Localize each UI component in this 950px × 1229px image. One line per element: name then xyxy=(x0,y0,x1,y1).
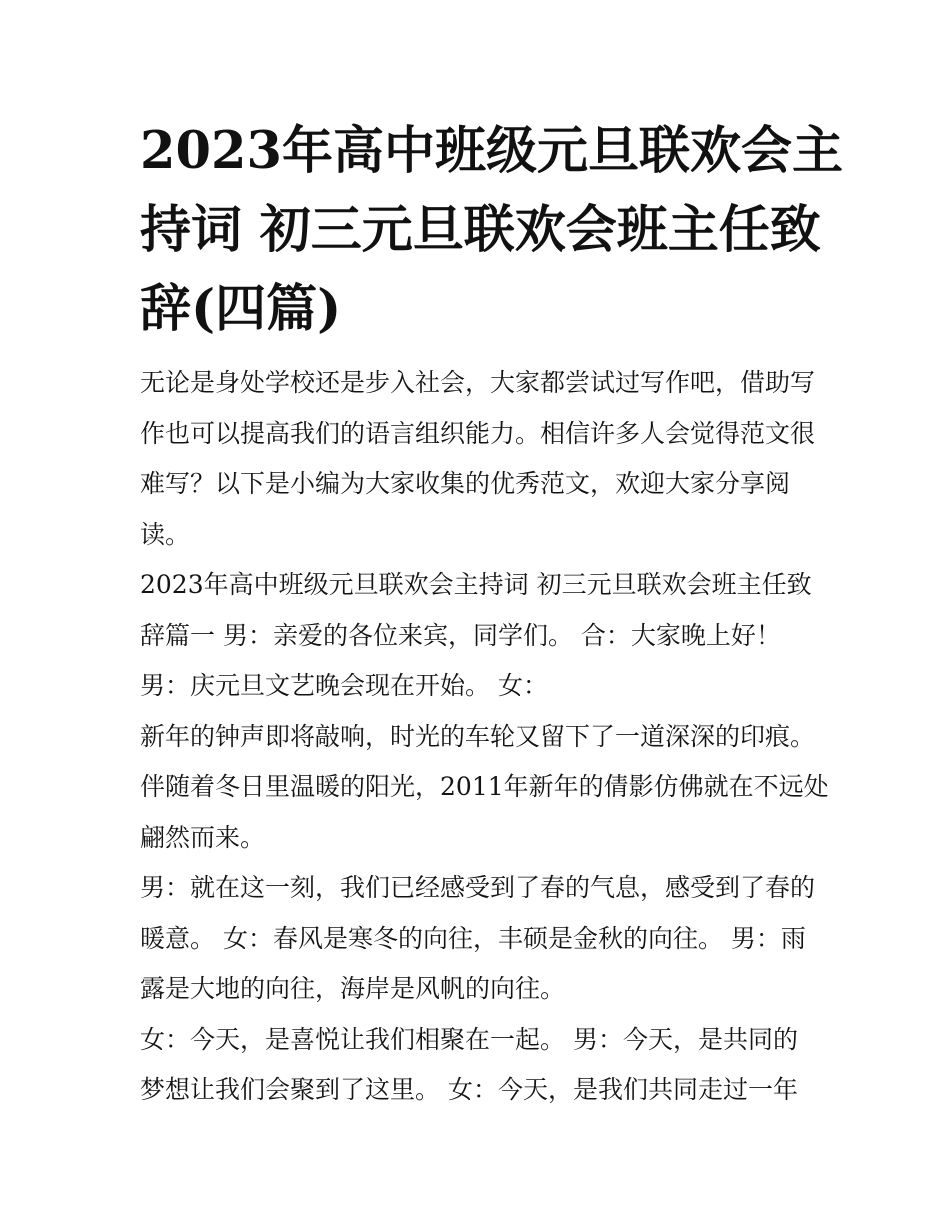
text-line: 暖意。 女：春风是寒冬的向往，丰硕是金秋的向往。 男：雨 xyxy=(140,923,806,953)
text-line: 辞篇一 男：亲爱的各位来宾，同学们。 合：大家晚上好！ xyxy=(140,620,781,650)
paragraph-dialogue xyxy=(140,661,830,712)
text-line: 梦想让我们会聚到了这里。 女：今天，是我们共同走过一年 xyxy=(140,1075,798,1104)
text-line: 男：就在这一刻，我们已经感受到了春的气息，感受到了春的 xyxy=(140,873,816,902)
paragraph-dialogue xyxy=(140,863,830,1015)
document-body xyxy=(140,358,830,1116)
text-line: 难写？以下是小编为大家收集的优秀范文，欢迎大家分享阅 xyxy=(140,469,791,498)
text-line: 男：庆元旦文艺晚会现在开始。 女： xyxy=(140,671,548,700)
paragraph-section-heading xyxy=(140,560,830,661)
text-line: 作也可以提高我们的语言组织能力。相信许多人会觉得范文很 xyxy=(140,418,816,448)
title-line: 2023年高中班级元旦联欢会主 xyxy=(140,121,843,181)
text-line: 露是大地的向往，海岸是风帆的向往。 xyxy=(140,974,566,1003)
text-line: 读。 xyxy=(140,519,191,549)
text-line: 女：今天，是喜悦让我们相聚在一起。 男：今天，是共同的 xyxy=(140,1024,798,1054)
text-line: 无论是身处学校还是步入社会，大家都尝试过写作吧，借助写 xyxy=(140,368,816,397)
document-title xyxy=(140,112,843,349)
paragraph-dialogue xyxy=(140,1015,830,1116)
text-line: 翩然而来。 xyxy=(140,822,266,852)
text-line: 新年的钟声即将敲响，时光的车轮又留下了一道深深的印痕。 xyxy=(140,721,816,751)
paragraph-intro xyxy=(140,358,830,560)
text-line: 2023年高中班级元旦联欢会主持词 初三元旦联欢会班主任致 xyxy=(140,570,812,599)
text-line: 伴随着冬日里温暖的阳光，2011年新年的倩影仿佛就在不远处 xyxy=(140,772,829,801)
paragraph-dialogue xyxy=(140,712,830,864)
title-line: 辞(四篇) xyxy=(140,279,342,339)
title-line: 持词 初三元旦联欢会班主任致 xyxy=(140,200,821,260)
